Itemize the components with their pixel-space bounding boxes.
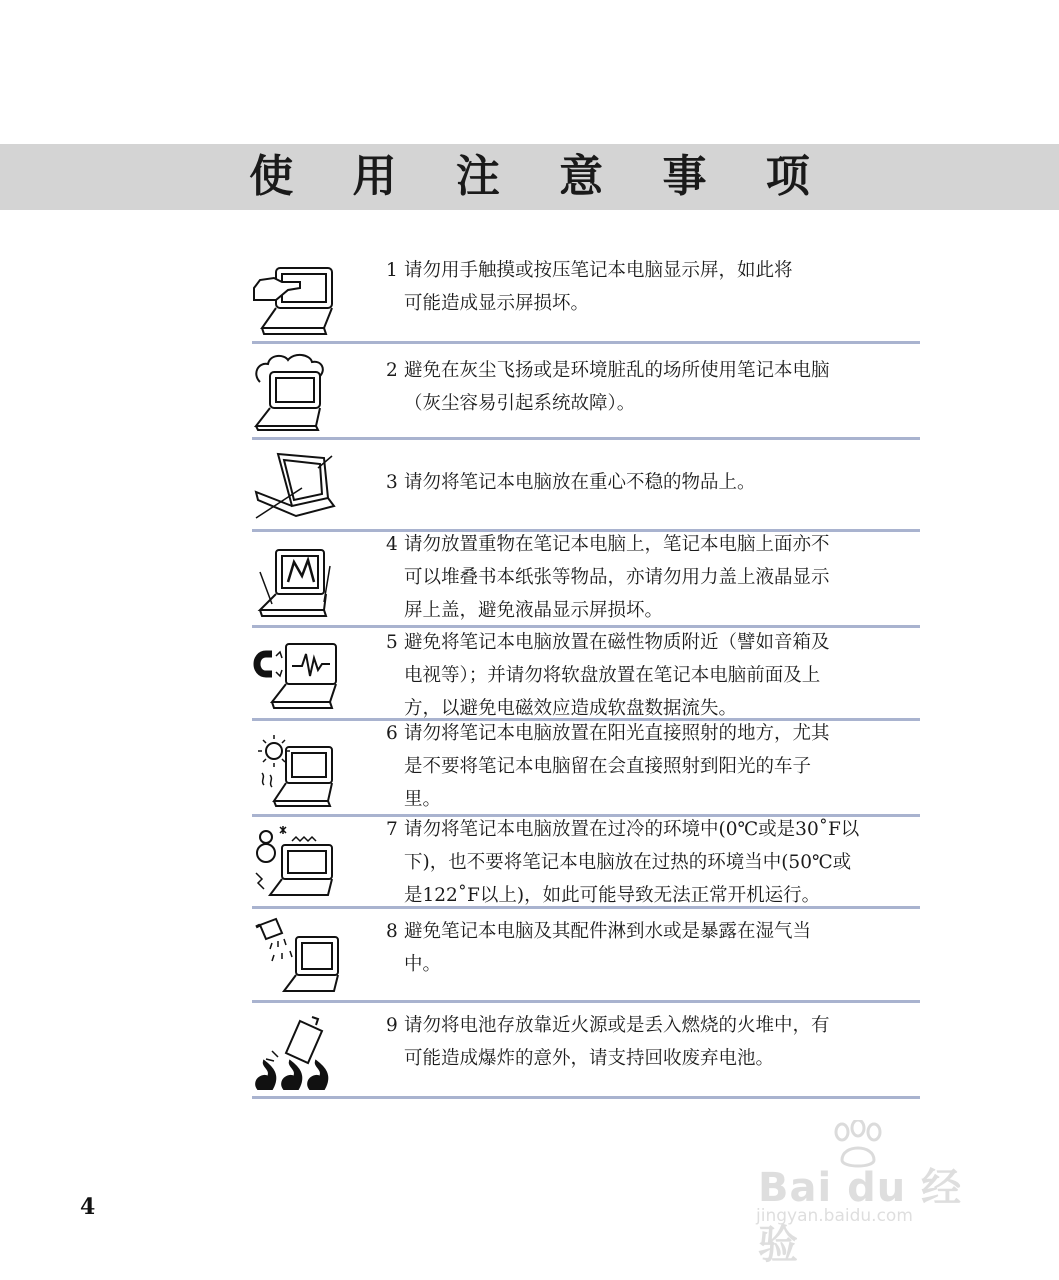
magnet-warning-icon (252, 636, 342, 716)
precautions-list (252, 248, 920, 1099)
list-item: 4 请勿放置重物在笔记本电脑上，笔记本电脑上面亦不 可以堆叠书本纸张等物品，亦请勿用力盖上液晶显示 屏上盖，避免液晶显示屏损坏。 (252, 532, 920, 628)
watermark-logo: Bai du 经验 (758, 1165, 963, 1268)
battery-fire-icon (252, 1011, 342, 1091)
watermark-url: jingyan.baidu.com (756, 1206, 913, 1226)
sunlight-warning-icon (252, 729, 342, 809)
dust-warning-icon (252, 352, 342, 432)
list-item: 6 请勿将笔记本电脑放置在阳光直接照射的地方，尤其 是不要将笔记本电脑留在会直接照射到阳光的车子 里。 (252, 721, 920, 817)
list-item: 7 请勿将笔记本电脑放置在过冷的环境中(0℃或是30˚F以 下)，也不要将笔记本电脑放在过热的环境当中(50℃或 是122˚F以上)，如此可能导致无法正常开机运行。 (252, 817, 920, 909)
watermark (750, 1120, 1000, 1268)
list-item: 2 避免在灰尘飞扬或是环境脏乱的场所使用笔记本电脑 （灰尘容易引起系统故障）。 (252, 344, 920, 440)
page-number: 4 (80, 1194, 96, 1220)
list-item: 5 避免将笔记本电脑放置在磁性物质附近（譬如音箱及 电视等）；并请勿将软盘放置在笔记本电脑前面及上 方，以避免电磁效应造成软盘数据流失。 (252, 628, 920, 721)
heavy-object-icon (252, 542, 342, 622)
unstable-surface-icon (252, 448, 342, 528)
water-warning-icon (252, 915, 342, 995)
temperature-warning-icon (252, 823, 342, 903)
list-item: 8 避免笔记本电脑及其配件淋到水或是暴露在湿气当 中。 (252, 909, 920, 1003)
page-title: 使 用 注 意 事 项 (249, 151, 832, 202)
touch-screen-warning-icon (252, 260, 342, 340)
list-item: 1 请勿用手触摸或按压笔记本电脑显示屏，如此将 可能造成显示屏损坏。 (252, 248, 920, 344)
list-item: 3 请勿将笔记本电脑放在重心不稳的物品上。 (252, 440, 920, 532)
list-item: 9 请勿将电池存放靠近火源或是丢入燃烧的火堆中，有 可能造成爆炸的意外，请支持回收废弃电池。 (252, 1003, 920, 1099)
